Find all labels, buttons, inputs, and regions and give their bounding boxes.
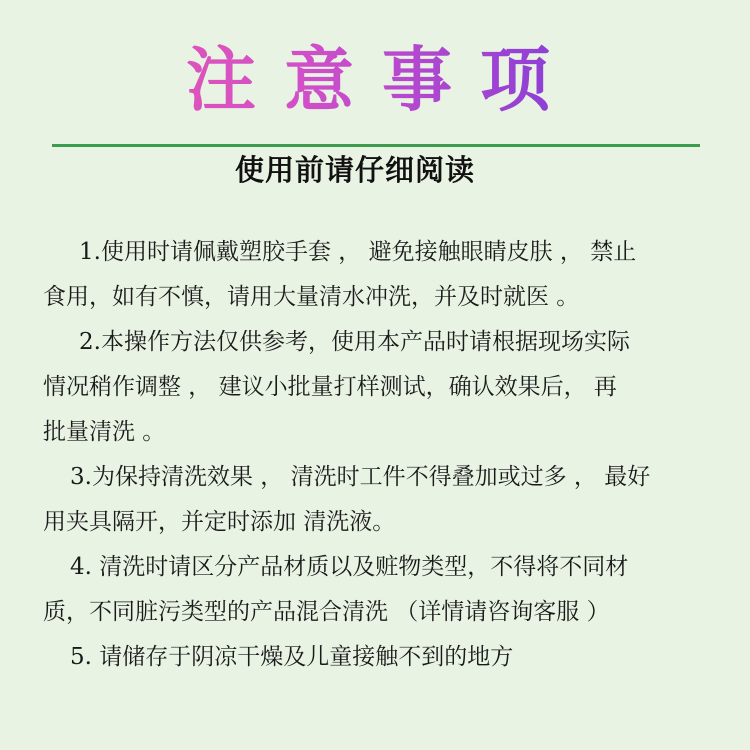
item-line: 3.为保持清洗效果 ， 清洗时工件不得叠加或过多 ， 最好	[70, 464, 651, 490]
item-line: 4. 清洗时请区分产品材质以及赃物类型，不得将不同材	[70, 554, 629, 580]
list-item	[43, 455, 708, 545]
list-item	[43, 230, 708, 320]
page-subtitle: 使用前请仔细阅读	[234, 153, 475, 187]
item-line: 批量清洗 。	[43, 419, 166, 445]
divider	[52, 144, 700, 147]
item-line: 质，不同脏污类型的产品混合清洗 （详情请咨询客服 ）	[43, 599, 610, 625]
item-line: 2.本操作方法仅供参考，使用本产品时请根据现场实际	[79, 329, 630, 355]
list-item	[43, 320, 708, 455]
page-title: 注意事项	[0, 30, 750, 130]
item-line: 用夹具隔开，并定时添加 清洗液。	[43, 509, 396, 535]
item-line: 1.使用时请佩戴塑胶手套 ， 避免接触眼睛皮肤 ， 禁止	[79, 239, 637, 265]
item-line: 情况稍作调整 ， 建议小批量打样测试，确认效果后， 再	[43, 374, 617, 400]
item-line: 5. 请储存于阴凉干燥及儿童接触不到的地方	[70, 644, 514, 670]
list-item	[43, 635, 708, 680]
item-line: 食用，如有不慎，请用大量清水冲洗，并及时就医 。	[43, 284, 580, 310]
notice-list	[43, 230, 708, 680]
list-item	[43, 545, 708, 635]
